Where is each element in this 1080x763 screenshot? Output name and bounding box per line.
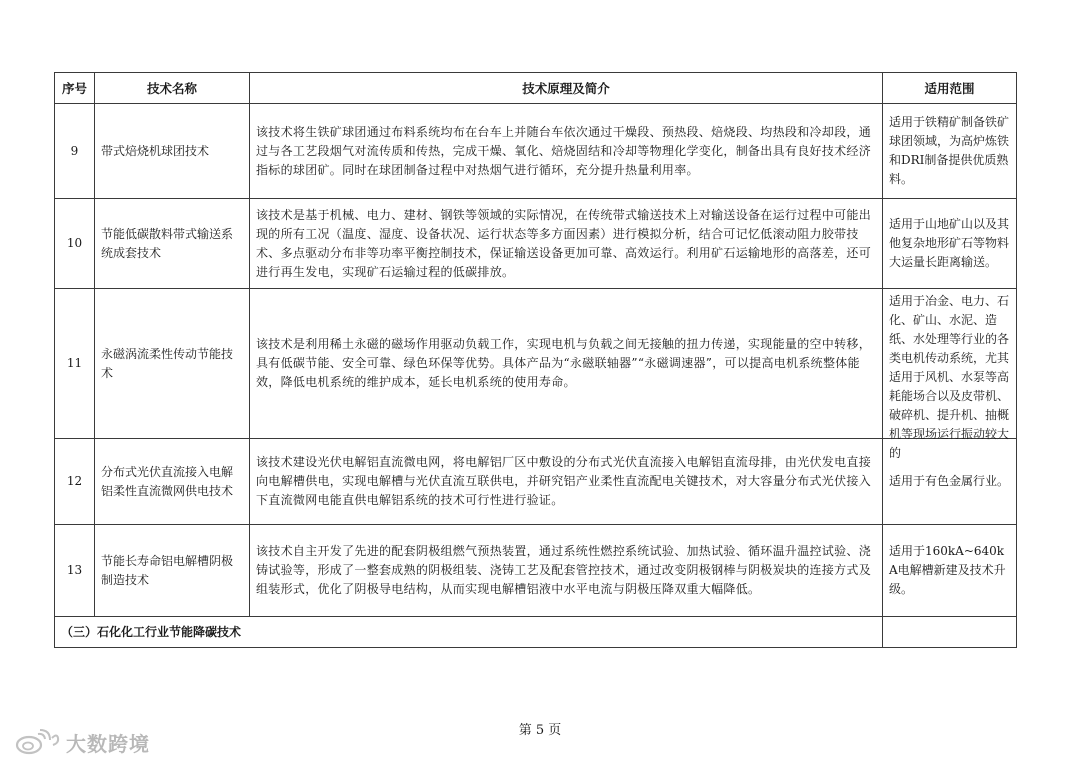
application-scope: 适用于山地矿山以及其他复杂地形矿石等物料大运量长距离输送。 bbox=[883, 199, 1017, 289]
technology-principle: 该技术建设光伏电解铝直流微电网，将电解铝厂区中敷设的分布式光伏直流接入电解铝直流母排，由光伏发电直接向电解槽供电，实现电解槽与光伏直流互联供电，并研究铝产业柔性直流配电关键技术，对大容量分布式光伏接入下直流微网电能直供电解铝系统的技术可行性进行验证。 bbox=[250, 439, 883, 525]
header-scope: 适用范围 bbox=[883, 73, 1017, 104]
table-row bbox=[55, 525, 1017, 617]
technology-name: 节能长寿命铝电解槽阴极制造技术 bbox=[95, 525, 250, 617]
technology-name: 节能低碳散料带式输送系统成套技术 bbox=[95, 199, 250, 289]
header-principle: 技术原理及简介 bbox=[250, 73, 883, 104]
weibo-logo-icon bbox=[14, 729, 60, 755]
row-number: 13 bbox=[55, 525, 95, 617]
technology-principle: 该技术是利用稀土永磁的磁场作用驱动负载工作，实现电机与负载之间无接触的扭力传递，实现能量的空中转移，具有低碳节能、安全可靠、绿色环保等优势。具体产品为“永磁联轴器”“永磁调速器”，可以提高电机系统整体能效，降低电机系统的维护成本，延长电机系统的使用寿命。 bbox=[250, 289, 883, 439]
row-number: 10 bbox=[55, 199, 95, 289]
row-number: 11 bbox=[55, 289, 95, 439]
application-scope-text: 适用于冶金、电力、石化、矿山、水泥、造纸、水处理等行业的各类电机传动系统，尤其适用于风机、水泵等高耗能场合以及皮带机、破碎机、提升机、抽概机等现场运行振动较大的 bbox=[889, 293, 1010, 460]
page-number: 第 5 页 bbox=[518, 723, 562, 738]
technology-principle: 该技术是基于机械、电力、建材、钢铁等领域的实际情况，在传统带式输送技术上对输送设备在运行过程中可能出现的所有工况（温度、湿度、设备状况、运行状态等多方面因素）进行模拟分析，结合可记忆低滚动阻力胶带技术、多点驱动分布非等功率平衡控制技术，保证输送设备更加可靠、高效运行。利用矿石运输地形的高落差，还可进行再生发电，实现矿石运输过程的低碳排放。 bbox=[250, 199, 883, 289]
technology-principle: 该技术将生铁矿球团通过布料系统均布在台车上并随台车依次通过干燥段、预热段、焙烧段、均热段和冷却段，通过与各工艺段烟气对流传质和传热，完成干燥、氧化、焙烧固结和冷却等物理化学变化，制备出具有良好技术经济指标的球团矿。同时在球团制备过程中对热烟气进行循环，充分提升热量利用率。 bbox=[250, 104, 883, 199]
watermark-text: 大数跨境 bbox=[66, 731, 150, 756]
section-row bbox=[55, 617, 1017, 648]
row-number: 9 bbox=[55, 104, 95, 199]
technology-name: 分布式光伏直流接入电解铝柔性直流微网供电技术 bbox=[95, 439, 250, 525]
table-header-row bbox=[55, 73, 1017, 104]
technology-principle: 该技术自主开发了先进的配套阴极组燃气预热装置，通过系统性燃控系统试验、加热试验、循环温升温控试验、浇铸试验等，形成了一整套成熟的阴极组装、浇铸工艺及配套管控技术，通过改变阴极钢棒与阴极炭块的连接方式及组装形式，优化了阴极导电结构，从而实现电解槽铝液中水平电流与阴极压降双重大幅降低。 bbox=[250, 525, 883, 617]
row-number: 12 bbox=[55, 439, 95, 525]
header-name: 技术名称 bbox=[95, 73, 250, 104]
application-scope: 适用于有色金属行业。 bbox=[883, 439, 1017, 525]
technology-name: 带式焙烧机球团技术 bbox=[95, 104, 250, 199]
table-row bbox=[55, 439, 1017, 525]
table-row bbox=[55, 104, 1017, 199]
application-scope: 适用于铁精矿制备铁矿球团领域，为高炉炼铁和DRI制备提供优质熟料。 bbox=[883, 104, 1017, 199]
header-no: 序号 bbox=[55, 73, 95, 104]
section-title: （三）石化化工行业节能降碳技术 bbox=[55, 617, 883, 648]
application-scope bbox=[883, 289, 1017, 460]
application-scope: 适用于160kA~640kA电解槽新建及技术升级。 bbox=[883, 525, 1017, 617]
technology-name: 永磁涡流柔性传动节能技术 bbox=[95, 289, 250, 439]
table-row bbox=[55, 199, 1017, 289]
table-row bbox=[55, 289, 1017, 439]
watermark bbox=[14, 728, 150, 756]
technology-table bbox=[54, 72, 1017, 648]
section-empty-cell bbox=[883, 617, 1017, 648]
